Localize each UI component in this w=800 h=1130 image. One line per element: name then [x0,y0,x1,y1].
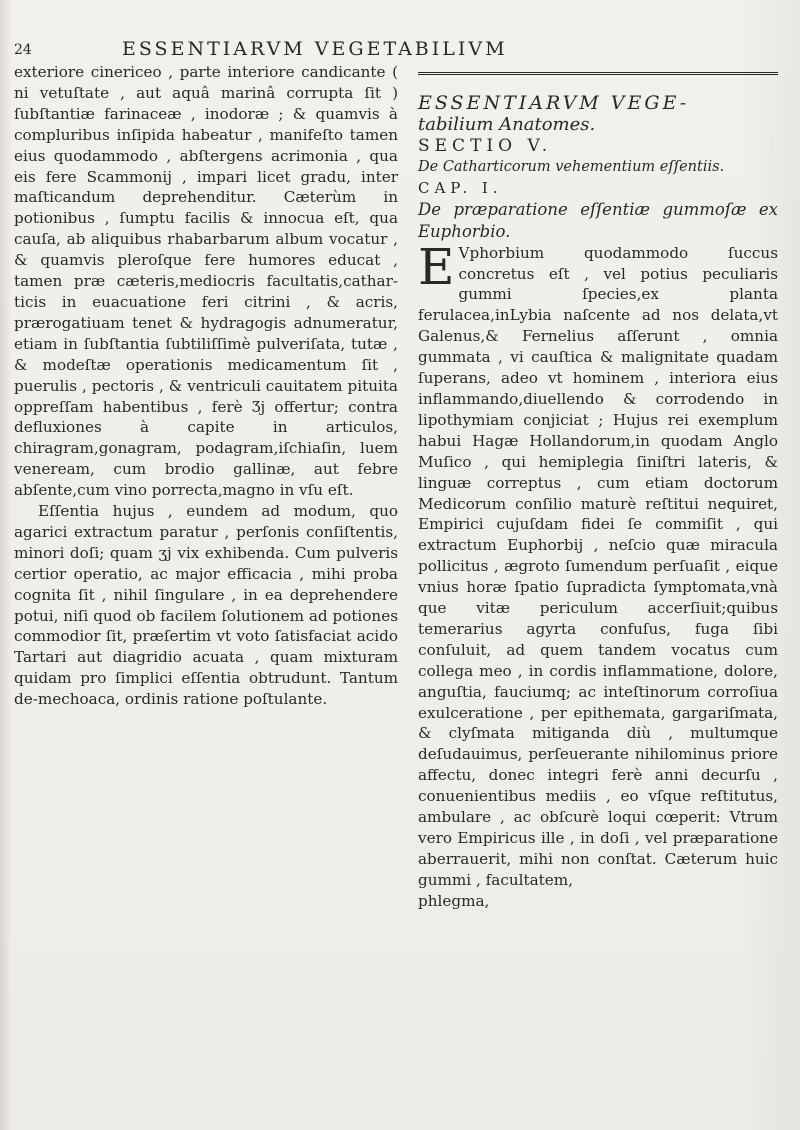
left-paragraph-1: exteriore cinericeo , parte interiore candicante ( ni vetuſtate , aut aquâ marinâ corrupta ſit ) ſubſtantiæ farinaceæ , inodoræ ; & quamvis à compluribus inſipida habeatur , manifeſto tamen eius quodammodo , abſtergens acrimonia , qua eis fere Scammonij , impari licet gradu, inter maſticandum deprehenditur. Cæterùm in potionibus , ſumptu facilis & innocua eſt, qua cauſa, ab aliquibus rhabarbarum album vocatur , & quamvis pleroſque fere humores educat , tamen præ cæteris,mediocris facultatis,cathar-ticis in euacuatione feri citrini , & acris, prærogatiuam tenet & hydragogis adnumeratur, etiam in ſubſtantia ſubtiliſſimè pulveriſata, tutæ , & modeſtæ operationis medicamentum ſit , puerulis , pectoris , & ventriculi cauitatem pituita oppreſſam habentibus , ferè Ʒj offertur; contra defluxiones à capite in articulos, chiragram,gonagram, podagram,iſchiaſin, luem veneream, cum brodio gallinæ, aut febre abſente,cum vino porrecta,magno in vſu eſt. [14,63,398,500]
section-subtitle: De Catharticorum vehementium eſſentiis. [418,158,725,175]
page-number: 24 [14,42,32,58]
section-heading-line-1: ESSENTIARVM VEGE- [418,92,690,114]
left-paragraph-2: Eſſentia hujus , eundem ad modum, quo agarici extractum paratur , perſonis conſiſtentis, minori doſi; quam ʒj vix exhibenda. Cum pulveris certior operatio, ac major efficacia , mihi proba cognita ſit , nihil ſingulare , in ea deprehendere potui, niſi quod ob facilem ſolutionem ad potiones commodior ſit, præſertim vt voto ſatisfaciat acido Tartari aut diagridio acuata , quam mixturam quidam pro ſimplici eſſentia obtrudunt. Tantum de-mechoaca, ordinis ratione poſtulante. [14,502,398,709]
section-heading-line-2: tabilium Anatomes. [418,114,596,135]
page-edge-shadow [0,0,12,1130]
drop-cap: E [418,237,455,296]
catchword: phlegma, [418,891,490,910]
right-paragraph-1-text: Vphorbium quodammodo ſuccus concretus eſt , vel potius peculiaris gummi ſpecies,ex planta ferulacea,inLybia naſcente ad nos delata,vt Galenus,& Fernelius aſſerunt , omnia gummata , vi cauſtica & malignitate quadam ſuperans, adeo vt hominem , interiora eius inflammando,diuellendo & corrodendo in lipothymiam conjiciat ; Hujus rei exemplum habui Hagæ Hollandorum,in quodam Anglo Muſico , qui hemiplegia ſiniſtri lateris, & linguæ correptus , cum etiam doctorum Medicorum conſilio maturè reſtitui nequiret, Empirici cujuſdam fidei ſe commiſit , qui extractum Euphorbij , neſcio quæ miracula pollicitus , ægroto ſumendum perſuaſit , eique vnius horæ ſpatio ſupradicta ſymptomata,vnà que vitæ periculum accerſiuit;quibus temerarius agyrta confuſus, fuga ſibi conſuluit, ad quem tandem vocatus cum collega meo , in cordis inflammatione, dolore, anguſtia, fauciumq; ac inteſtinorum corroſiua exulceratione , per epithemata, gargariſmata, & clyſmata mitiganda diù , multumque deſudauimus, perſeuerante nihilominus priore affectu, donec integri ferè anni decurſu , conuenientibus mediis , eo vſque reſtitutus, ambulare , ac obſcurè loqui cœperit: Vtrum vero Empiricus ille , in doſi , vel præparatione aberrauerit, mihi non conſtat. Cæterum huic gummi , facultatem, [418,243,778,889]
section-rule [418,72,778,75]
chapter-label: CAP. I. [418,178,503,197]
sectio-label: SECTIO V. [418,135,553,156]
running-head-title: ESSENTIARVM VEGETABILIVM [122,38,508,60]
right-column [418,70,778,912]
right-paragraph-1 [418,237,778,891]
left-column [14,62,398,710]
running-head [14,38,760,64]
chapter-title: De præparatione eſſentiæ gummoſæ ex Euphorbio. [418,199,778,241]
